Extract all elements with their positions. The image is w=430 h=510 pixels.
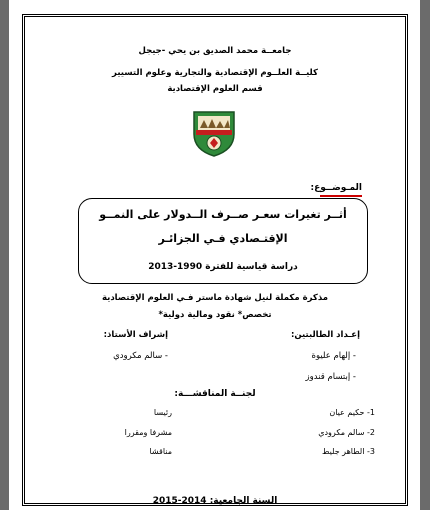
committee-member-role: مشرفا ومقررا xyxy=(124,428,172,437)
university-name: جامعــة محمد الصديق بن يحي -جيجل xyxy=(138,46,292,56)
committee-member-name: 1- حكيم عيان xyxy=(329,408,375,417)
academic-year: السنة الجامعية: 2014-2015 xyxy=(152,496,278,506)
student-name: - إبتسام قندوز xyxy=(305,372,356,382)
memo-line1: مذكرة مكملة لنيل شهادة ماستر فـي العلوم الإقتصادية xyxy=(101,293,329,303)
supervisor-name: - سالم مكرودي xyxy=(113,351,168,361)
committee-member-role: مناقشا xyxy=(149,447,172,456)
thesis-title-line2: الإقتـصادي فـي الجزائـر xyxy=(158,232,288,245)
students-label: إعـداد الطالبتين: xyxy=(291,330,360,340)
committee-label: لجنــة المناقشـــة: xyxy=(174,389,256,399)
thesis-subtitle: دراسة قياسية للفترة 1990-2013 xyxy=(148,262,298,272)
committee-member-name: 3- الطاهر جليط xyxy=(322,447,375,456)
committee-member-role: رئيسا xyxy=(153,408,172,417)
student-name: - إلهام عليوة xyxy=(311,351,356,361)
committee-member-name: 2- سالم مكرودي xyxy=(318,428,375,437)
faculty-name: كليــة العلــوم الإقتصادية والتجارية وعلوم التسيير xyxy=(112,68,318,78)
memo-line2: تخصص* نقود ومالية دولية* xyxy=(158,310,272,320)
subject-label: المـوضــوع: xyxy=(310,183,362,193)
university-emblem xyxy=(190,108,238,158)
department-name: قسم العلوم الإقتصادية xyxy=(167,84,263,94)
supervisor-label: إشراف الأستاذ: xyxy=(103,330,168,340)
subject-underline xyxy=(320,195,362,197)
thesis-title-line1: أثــر تغيرات سعـر صــرف الــدولار على النمــو xyxy=(99,208,347,221)
